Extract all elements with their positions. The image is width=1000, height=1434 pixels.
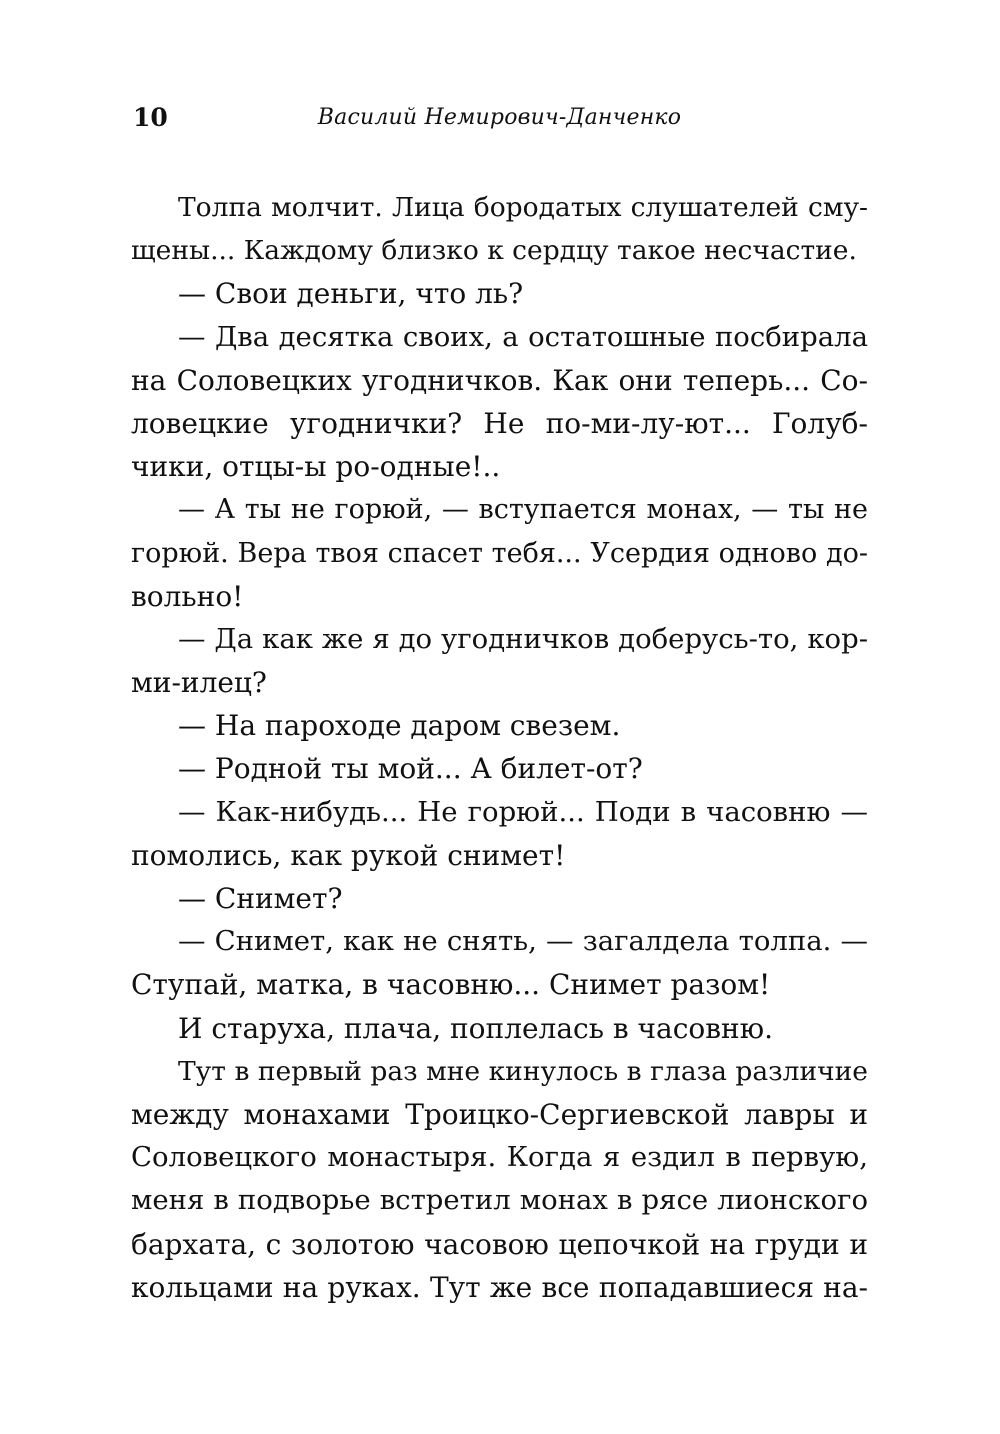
text-line: — Родной ты мой... А билет-от? [178,752,643,786]
text-line: щены... Каждому близко к сердцу такое несчастие. [131,235,857,267]
text-line: Тут в первый раз мне кинулось в глаза различие [178,1055,868,1087]
text-line: — Снимет, как не снять, — загалдела толпа. — [178,925,868,958]
text-line: — Да как же я до угодничков доберусь-то, кор- [178,622,868,655]
running-title: Василий Немирович-Данченко [317,105,682,130]
text-line: — Снимет? [178,882,343,915]
text-line: вольно! [131,579,244,613]
text-line: ловецкие угоднички? Не по-ми-лу-ют... Голуб- [131,406,868,440]
text-line: Толпа молчит. Лица бородатых слушателей сму- [178,192,868,223]
text-line: горюй. Вера твоя спасет тебя... Усердия одново до- [131,537,868,569]
page-number: 10 [133,103,168,132]
text-line: чики, отцы-ы ро-одные!.. [131,450,501,484]
text-line: Соловецкого монастыря. Когда я ездил в первую, [131,1141,868,1174]
running-header [131,98,868,138]
text-line: — А ты не горюй, — вступается монах, — ты не [178,494,868,526]
text-line: — Как-нибудь... Не горюй... Поди в часовню — [178,795,868,828]
body-text [131,186,868,1309]
text-line: меня в подворье встретил монах в рясе лионского [131,1184,868,1217]
text-line: — Два десятка своих, а остатошные посбирала [178,320,868,353]
text-line: бархата, с золотою часовою цепочкой на груди и [131,1227,868,1261]
text-line: кольцами на руках. Тут же все попадавшиеся на- [131,1270,868,1304]
text-line: между монахами Троицко-Сергиевской лавры и [131,1097,868,1131]
text-line: на Соловецких угодничков. Как они теперь... Со- [131,363,868,397]
text-line: ми-илец? [131,666,267,700]
text-line: — Свои деньги, что ль? [178,277,524,311]
text-line: помолись, как рукой снимет! [131,838,566,872]
text-line: И старуха, плача, поплелась в часовню. [178,1011,773,1045]
text-line: Ступай, матка, в часовню... Снимет разом! [131,968,771,1002]
text-line: — На пароходе даром свезем. [178,709,621,743]
